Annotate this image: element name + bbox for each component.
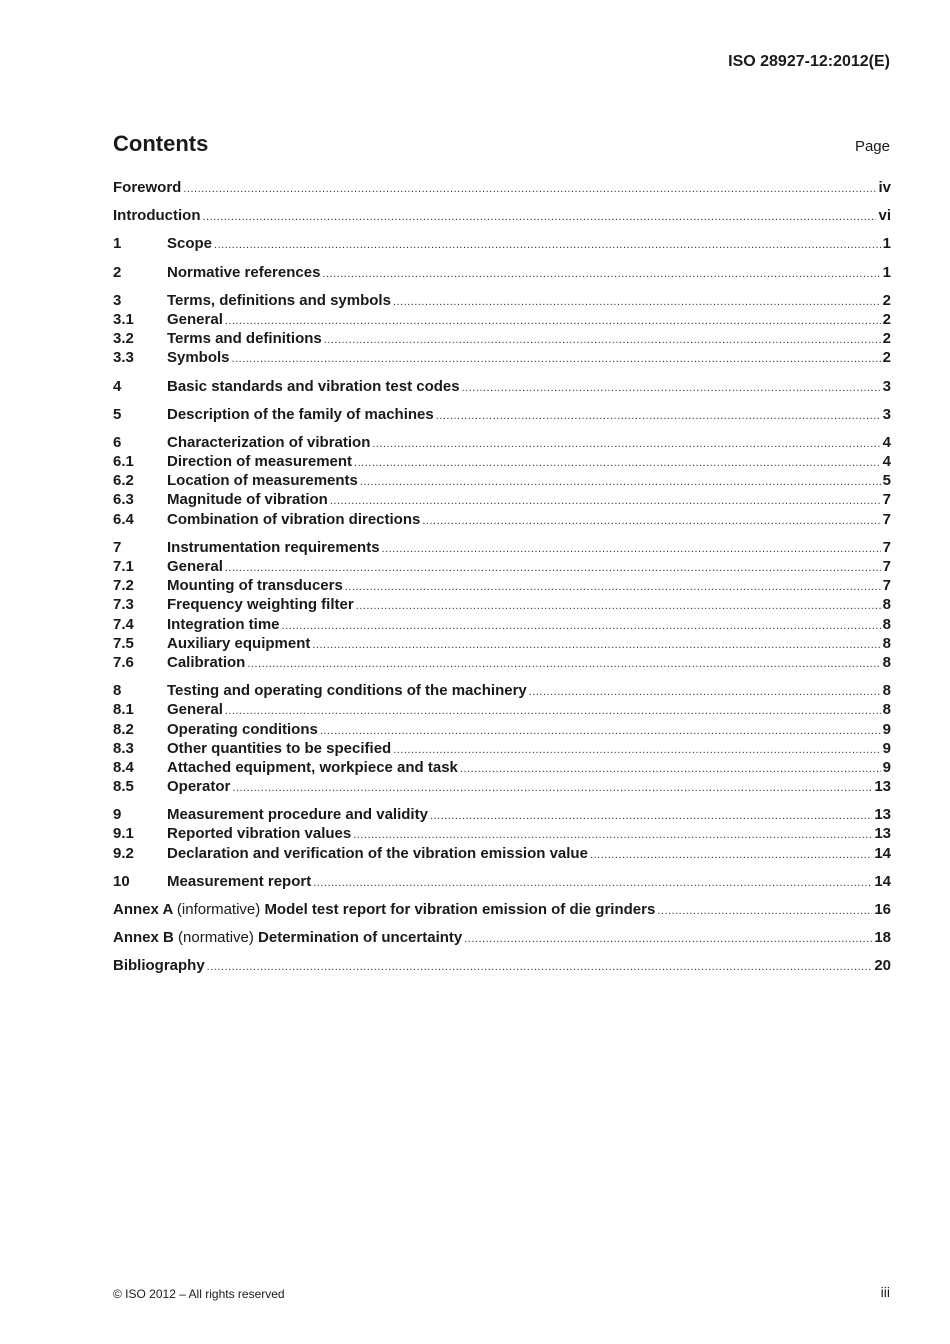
toc-page-number: 13 xyxy=(874,778,891,796)
toc-section-number: 8.5 xyxy=(113,778,134,796)
dot-leader xyxy=(436,407,881,426)
table-of-contents xyxy=(113,178,891,985)
dot-leader xyxy=(356,597,881,616)
toc-page-number: 8 xyxy=(882,701,891,719)
toc-entry[interactable] xyxy=(113,634,891,653)
toc-entry[interactable] xyxy=(113,178,891,197)
dot-leader xyxy=(324,331,881,350)
toc-entry-title: Other quantities to be specified xyxy=(167,739,392,757)
toc-page-number: 8 xyxy=(882,682,891,700)
toc-page-number: 7 xyxy=(882,577,891,595)
dot-leader xyxy=(354,454,881,473)
toc-entry[interactable] xyxy=(113,700,891,719)
toc-entry-title: Instrumentation requirements xyxy=(167,538,380,556)
toc-entry[interactable] xyxy=(113,348,891,367)
toc-entry[interactable] xyxy=(113,329,891,348)
toc-entry[interactable] xyxy=(113,824,891,843)
toc-section-number: 3.3 xyxy=(113,349,134,367)
toc-group xyxy=(113,900,891,919)
toc-page-number: 3 xyxy=(882,377,891,395)
toc-entry-title: Frequency weighting filter xyxy=(167,596,354,614)
toc-page-number: iv xyxy=(878,179,891,196)
toc-page-number: 14 xyxy=(874,872,891,890)
toc-page-number: 16 xyxy=(874,901,891,918)
toc-entry[interactable] xyxy=(113,490,891,509)
toc-entry[interactable] xyxy=(113,653,891,672)
toc-page-number: 18 xyxy=(874,929,891,947)
toc-group xyxy=(113,872,891,891)
toc-section-number: 10 xyxy=(113,872,130,890)
annex-entry-title xyxy=(113,900,655,919)
toc-section-number: 7.1 xyxy=(113,558,134,575)
contents-heading: Contents xyxy=(113,131,209,156)
toc-page-number: 9 xyxy=(882,758,891,776)
dot-leader xyxy=(247,655,880,674)
toc-entry[interactable] xyxy=(113,872,891,891)
toc-entry-title: Bibliography xyxy=(113,957,205,975)
dot-leader xyxy=(202,208,876,227)
toc-page-number: 13 xyxy=(874,806,891,824)
toc-entry[interactable] xyxy=(113,805,891,824)
toc-page-number: 8 xyxy=(882,653,891,671)
toc-page-number: 2 xyxy=(882,310,891,328)
dot-leader xyxy=(183,180,876,199)
toc-page-number: 3 xyxy=(882,405,891,423)
dot-leader xyxy=(232,779,872,798)
toc-group xyxy=(113,681,891,796)
toc-entry[interactable] xyxy=(113,510,891,529)
toc-section-number: 7.4 xyxy=(113,615,134,633)
toc-entry-title: Auxiliary equipment xyxy=(167,634,311,652)
toc-entry[interactable] xyxy=(113,576,891,595)
toc-section-number: 6 xyxy=(113,433,122,451)
toc-entry[interactable] xyxy=(113,758,891,777)
document-code: ISO 28927-12:2012(E) xyxy=(728,53,890,70)
toc-page-number: 7 xyxy=(882,491,891,509)
toc-annex-entry[interactable] xyxy=(113,900,891,919)
toc-entry-title: Direction of measurement xyxy=(167,453,353,471)
toc-group xyxy=(113,206,891,225)
toc-entry[interactable] xyxy=(113,263,891,282)
toc-section-number: 4 xyxy=(113,377,122,395)
toc-section-number: 8.1 xyxy=(113,701,134,719)
dot-leader xyxy=(322,265,880,284)
dot-leader xyxy=(312,636,880,655)
dot-leader xyxy=(207,958,873,977)
toc-section-number: 9 xyxy=(113,806,122,824)
toc-entry-title: Terms and definitions xyxy=(167,330,322,348)
toc-page-number: 1 xyxy=(882,263,891,281)
toc-page-number: 8 xyxy=(882,634,891,652)
toc-entry[interactable] xyxy=(113,538,891,557)
toc-section-number: 2 xyxy=(113,263,122,281)
toc-section-number: 7.3 xyxy=(113,596,134,614)
toc-page-number: 9 xyxy=(882,720,891,738)
toc-page-number: 7 xyxy=(882,538,891,556)
toc-group xyxy=(113,291,891,368)
toc-entry[interactable] xyxy=(113,234,891,253)
toc-section-number: 9.1 xyxy=(113,825,134,843)
toc-page-number: 20 xyxy=(874,957,891,975)
toc-entry[interactable] xyxy=(113,206,891,225)
dot-leader xyxy=(225,702,881,721)
toc-page-number: 5 xyxy=(882,472,891,490)
toc-entry-title: Introduction xyxy=(113,207,201,225)
dot-leader xyxy=(590,846,872,865)
toc-page-number: vi xyxy=(878,207,891,225)
toc-entry[interactable] xyxy=(113,595,891,614)
toc-page-number: 8 xyxy=(882,615,891,633)
toc-entry[interactable] xyxy=(113,405,891,424)
dot-leader xyxy=(393,741,880,760)
toc-entry[interactable] xyxy=(113,557,891,576)
toc-entry-title: Foreword xyxy=(113,179,182,196)
toc-page-number: 7 xyxy=(882,558,891,575)
toc-section-number: 6.3 xyxy=(113,491,134,509)
dot-leader xyxy=(430,807,872,826)
toc-section-number: 3.1 xyxy=(113,310,134,328)
toc-entry[interactable] xyxy=(113,452,891,471)
annex-type: (informative) xyxy=(176,901,261,918)
toc-group xyxy=(113,234,891,253)
dot-leader xyxy=(313,874,872,893)
dot-leader xyxy=(232,350,881,369)
toc-entry-title: Description of the family of machines xyxy=(167,405,434,423)
toc-entry-title: Location of measurements xyxy=(167,472,358,490)
toc-page-number: 1 xyxy=(882,235,891,253)
dot-leader xyxy=(225,312,881,331)
toc-section-number: 6.1 xyxy=(113,453,134,471)
toc-entry-title: Operating conditions xyxy=(167,720,318,738)
toc-entry-title: Characterization of vibration xyxy=(167,433,371,451)
toc-entry-title: Measurement report xyxy=(167,872,312,890)
toc-entry[interactable] xyxy=(113,471,891,490)
toc-entry-title: Mounting of transducers xyxy=(167,577,343,595)
toc-entry[interactable] xyxy=(113,777,891,796)
toc-section-number: 6.4 xyxy=(113,510,134,528)
toc-section-number: 9.2 xyxy=(113,844,134,862)
toc-entry[interactable] xyxy=(113,681,891,700)
annex-title: Determination of uncertainty xyxy=(258,929,463,947)
dot-leader xyxy=(393,293,881,312)
dot-leader xyxy=(360,473,881,492)
toc-entry-title: General xyxy=(167,701,223,719)
toc-entry[interactable] xyxy=(113,310,891,329)
toc-section-number: 8.2 xyxy=(113,720,134,738)
dot-leader xyxy=(460,760,881,779)
toc-group xyxy=(113,805,891,863)
dot-leader xyxy=(382,540,881,559)
page-number: iii xyxy=(880,1284,890,1300)
toc-section-number: 7.2 xyxy=(113,577,134,595)
annex-label: Annex A xyxy=(113,901,173,918)
toc-entry-title: Declaration and verification of the vibration emission value xyxy=(167,844,588,862)
toc-entry-title: General xyxy=(167,310,223,328)
toc-entry[interactable] xyxy=(113,433,891,452)
toc-entry-title: Symbols xyxy=(167,349,230,367)
page-column-label: Page xyxy=(854,138,890,155)
toc-page-number: 2 xyxy=(882,330,891,348)
dot-leader xyxy=(422,512,880,531)
toc-page-number: 4 xyxy=(882,453,891,471)
annex-label: Annex B xyxy=(113,929,174,947)
toc-bibliography-entry[interactable] xyxy=(113,956,891,975)
annex-type: (normative) xyxy=(178,929,254,947)
toc-page-number: 13 xyxy=(874,825,891,843)
toc-entry-title: Testing and operating conditions of the machinery xyxy=(167,682,527,700)
toc-page-number: 7 xyxy=(882,510,891,528)
toc-entry-title: Combination of vibration directions xyxy=(167,510,421,528)
toc-entry[interactable] xyxy=(113,844,891,863)
toc-entry[interactable] xyxy=(113,739,891,758)
toc-entry-title: Measurement procedure and validity xyxy=(167,806,428,824)
dot-leader xyxy=(282,617,881,636)
toc-page-number: 4 xyxy=(882,433,891,451)
toc-page-number: 8 xyxy=(882,596,891,614)
toc-section-number: 5 xyxy=(113,405,122,423)
toc-entry-title: Normative references xyxy=(167,263,321,281)
toc-section-number: 3 xyxy=(113,291,122,309)
toc-section-number: 1 xyxy=(113,235,122,253)
toc-page-number: 2 xyxy=(882,291,891,309)
toc-group xyxy=(113,538,891,672)
toc-entry-title: Terms, definitions and symbols xyxy=(167,291,391,309)
toc-entry-title: Calibration xyxy=(167,653,246,671)
toc-entry-title: Reported vibration values xyxy=(167,825,352,843)
toc-page-number: 14 xyxy=(874,844,891,862)
toc-entry-title: Integration time xyxy=(167,615,280,633)
toc-entry-title: Basic standards and vibration test codes xyxy=(167,377,460,395)
toc-entry-title: General xyxy=(167,558,223,575)
toc-group xyxy=(113,928,891,947)
toc-section-number: 7.5 xyxy=(113,634,134,652)
copyright-notice: © ISO 2012 – All rights reserved xyxy=(113,1287,285,1301)
toc-entry-title: Operator xyxy=(167,778,231,796)
dot-leader xyxy=(657,902,872,921)
dot-leader xyxy=(345,578,881,597)
toc-entry[interactable] xyxy=(113,720,891,739)
toc-group xyxy=(113,405,891,424)
toc-group xyxy=(113,956,891,975)
toc-section-number: 7 xyxy=(113,538,122,556)
toc-section-number: 8 xyxy=(113,682,122,700)
toc-entry[interactable] xyxy=(113,291,891,310)
toc-entry-title: Scope xyxy=(167,235,213,253)
toc-section-number: 7.6 xyxy=(113,653,134,671)
toc-page-number: 9 xyxy=(882,739,891,757)
toc-section-number: 3.2 xyxy=(113,330,134,348)
toc-group xyxy=(113,433,891,529)
toc-group xyxy=(113,263,891,282)
toc-entry[interactable] xyxy=(113,377,891,396)
toc-group xyxy=(113,178,891,197)
toc-group xyxy=(113,377,891,396)
dot-leader xyxy=(214,236,881,255)
toc-section-number: 8.4 xyxy=(113,758,134,776)
dot-leader xyxy=(464,930,872,949)
annex-entry-title xyxy=(113,928,462,947)
toc-entry-title: Attached equipment, workpiece and task xyxy=(167,758,458,776)
dot-leader xyxy=(372,435,880,454)
dot-leader xyxy=(462,379,881,398)
toc-section-number: 8.3 xyxy=(113,739,134,757)
toc-entry-title: Magnitude of vibration xyxy=(167,491,328,509)
toc-section-number: 6.2 xyxy=(113,472,134,490)
annex-title: Model test report for vibration emission of die grinders xyxy=(264,901,656,918)
dot-leader xyxy=(529,683,881,702)
toc-annex-entry[interactable] xyxy=(113,928,891,947)
toc-page-number: 2 xyxy=(882,349,891,367)
dot-leader xyxy=(320,722,881,741)
toc-entry[interactable] xyxy=(113,615,891,634)
